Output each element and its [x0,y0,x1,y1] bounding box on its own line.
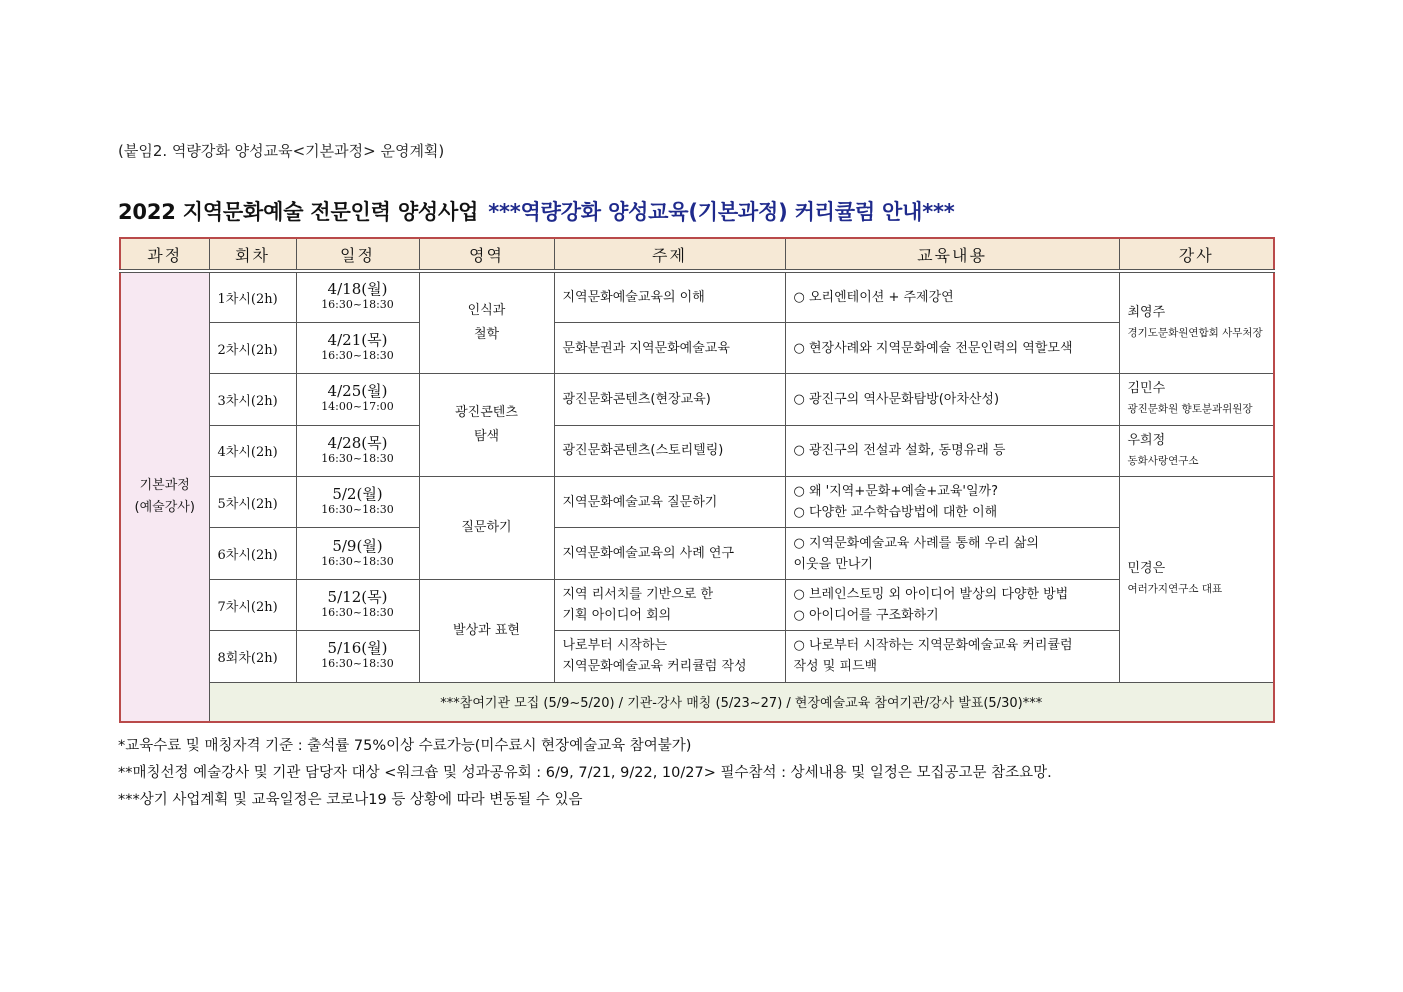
round-cell: 8회차(2h) [209,631,296,682]
table-row [120,322,1274,373]
instructor-name: 민경은 [1127,561,1166,577]
date-cell [296,579,419,630]
table-row [120,477,1274,528]
course-name: 기본과정 [139,478,190,493]
date-cell [296,374,419,425]
instructor-cell [1119,477,1274,683]
header-instructor: 강사 [1119,238,1274,271]
round-cell: 7차시(2h) [209,579,296,630]
content-cell: ○ 나로부터 시작하는 지역문화예술교육 커리큘럼 작성 및 피드백 [785,631,1119,682]
round-cell: 3차시(2h) [209,374,296,425]
curriculum-table [119,237,1275,723]
topic-cell: 나로부터 시작하는 지역문화예술교육 커리큘럼 작성 [554,631,785,682]
content-cell: ○ 현장사례와 지역문화예술 전문인력의 역할모색 [785,322,1119,373]
time: 16:30~18:30 [321,298,394,312]
content-cell: ○ 왜 '지역+문화+예술+교육'일까? ○ 다양한 교수학습방법에 대한 이해 [785,477,1119,528]
topic-cell: 지역문화예술교육 질문하기 [554,477,785,528]
round-cell: 6차시(2h) [209,528,296,579]
area-cell: 인식과 철학 [419,271,554,374]
table-row [120,528,1274,579]
topic-cell: 문화분권과 지역문화예술교육 [554,322,785,373]
header-topic: 주제 [554,238,785,271]
content-cell: ○ 지역문화예술교육 사례를 통해 우리 삶의 이웃을 만나기 [785,528,1119,579]
date-cell [296,271,419,322]
topic-cell: 광진문화콘텐츠(스토리텔링) [554,425,785,476]
table-row [120,579,1274,630]
time: 16:30~18:30 [321,349,394,363]
instructor-org: 여러가지연구소 대표 [1127,583,1223,596]
instructor-cell [1119,374,1274,425]
date-cell [296,528,419,579]
content-cell: ○ 오리엔테이션 + 주제강연 [785,271,1119,322]
header-date: 일정 [296,238,419,271]
time: 16:30~18:30 [321,657,394,671]
time: 16:30~18:30 [321,503,394,517]
date: 5/2(월) [332,485,383,504]
date: 4/25(월) [327,382,388,401]
table-row [120,425,1274,476]
header-course: 과정 [120,238,209,271]
date: 4/18(월) [327,280,388,299]
instructor-org: 경기도문화원연합회 사무처장 [1127,327,1263,340]
schedule-footer: ***참여기관 모집 (5/9~5/20) / 기관-강사 매칭 (5/23~27) / 현장예술교육 참여기관/강사 발표(5/30)*** [209,682,1274,722]
header-area: 영역 [419,238,554,271]
instructor-org: 광진문화원 향토분과위원장 [1127,403,1253,416]
date: 5/9(월) [332,536,383,555]
date-cell [296,631,419,682]
instructor-name: 최영주 [1127,305,1166,321]
time: 16:30~18:30 [321,606,394,620]
course-cell [120,271,209,722]
area-cell: 질문하기 [419,477,554,580]
table-row [120,374,1274,425]
time: 14:00~17:00 [321,400,394,414]
instructor-cell [1119,271,1274,374]
table-header-row [120,238,1274,271]
date: 5/12(목) [327,588,388,607]
topic-cell: 지역 리서치를 기반으로 한 기획 아이디어 회의 [554,579,785,630]
notes [118,733,1052,814]
topic-cell: 지역문화예술교육의 이해 [554,271,785,322]
document-title [118,196,955,226]
content-cell: ○ 광진구의 역사문화탐방(아차산성) [785,374,1119,425]
title-main: 2022 지역문화예술 전문인력 양성사업 [118,200,479,224]
note-item: *교육수료 및 매칭자격 기준 : 출석률 75%이상 수료가능(미수료시 현장예술교육 참여불가) [118,738,692,754]
date: 4/28(목) [327,433,388,452]
round-cell: 4차시(2h) [209,425,296,476]
table-footer-row [120,682,1274,722]
topic-cell: 지역문화예술교육의 사례 연구 [554,528,785,579]
time: 16:30~18:30 [321,554,394,568]
date-cell [296,477,419,528]
content-cell: ○ 브레인스토밍 외 아이디어 발상의 다양한 방법 ○ 아이디어를 구조화하기 [785,579,1119,630]
title-sub: ***역량강화 양성교육(기본과정) 커리큘럼 안내*** [488,200,955,224]
area-cell: 발상과 표현 [419,579,554,682]
round-cell: 2차시(2h) [209,322,296,373]
date-cell [296,425,419,476]
note-item: **매칭선정 예술강사 및 기관 담당자 대상 <워크숍 및 성과공유회 : 6/9, 7/21, 9/22, 10/27> 필수참석 : 상세내용 및 일정은 모집공고문 참조요망. [118,765,1052,781]
round-cell: 1차시(2h) [209,271,296,322]
date-cell [296,322,419,373]
header-round: 회차 [209,238,296,271]
instructor-name: 김민수 [1127,381,1166,397]
topic-cell: 광진문화콘텐츠(현장교육) [554,374,785,425]
area-cell: 광진콘텐츠 탐색 [419,374,554,477]
table-row [120,271,1274,322]
time: 16:30~18:30 [321,451,394,465]
header-content: 교육내용 [785,238,1119,271]
instructor-name: 우희정 [1127,432,1166,448]
content-cell: ○ 광진구의 전설과 설화, 동명유래 등 [785,425,1119,476]
instructor-org: 동화사랑연구소 [1127,454,1199,467]
date: 4/21(목) [327,331,388,350]
course-type: (예술강사) [134,500,195,515]
instructor-cell [1119,425,1274,476]
attachment-label: (붙임2. 역량강화 양성교육<기본과정> 운영계획) [118,142,445,160]
note-item: ***상기 사업계획 및 교육일정은 코로나19 등 상황에 따라 변동될 수 있음 [118,792,583,808]
round-cell: 5차시(2h) [209,477,296,528]
date: 5/16(월) [327,639,388,658]
table-row [120,631,1274,682]
